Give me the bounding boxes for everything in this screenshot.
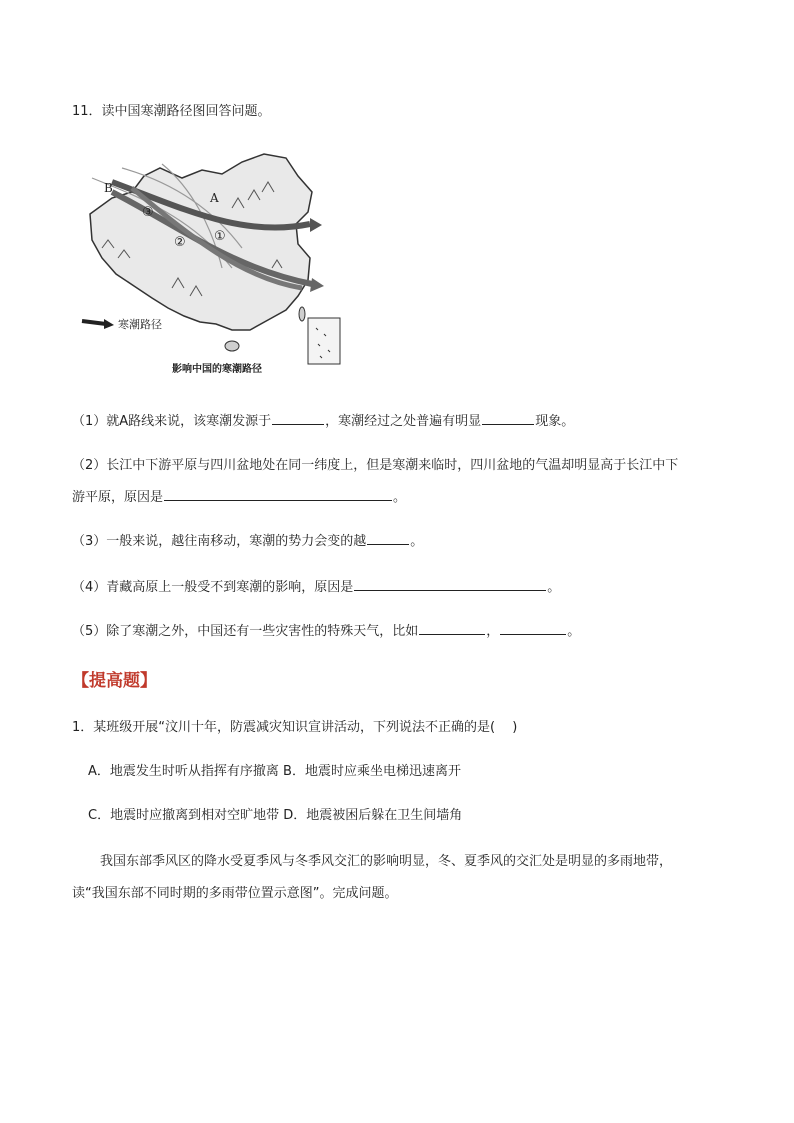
answer-blank[interactable]	[367, 530, 409, 545]
answer-blank[interactable]	[164, 486, 392, 501]
sub2-text-a: 游平原，原因是	[72, 490, 164, 505]
sub1-text-b: ，寒潮经过之处普遍有明显	[325, 414, 482, 429]
question-1-options-cd: C．地震时应撤离到相对空旷地带 D．地震被困后躲在卫生间墙角	[88, 808, 463, 823]
answer-blank[interactable]	[500, 620, 566, 635]
answer-blank[interactable]	[272, 410, 324, 425]
sub5-text-a: （5）除了寒潮之外，中国还有一些灾害性的特殊天气，比如	[72, 624, 419, 639]
answer-blank[interactable]	[354, 576, 546, 591]
route-marker-3: ③	[142, 205, 154, 220]
hainan-island	[225, 341, 239, 351]
answer-blank[interactable]	[419, 620, 485, 635]
sub-question-4	[72, 576, 560, 598]
sub1-text-c: 现象。	[535, 414, 575, 429]
sub4-text-a: （4）青藏高原上一般受不到寒潮的影响，原因是	[72, 580, 354, 595]
question-1-options-ab: A．地震发生时听从指挥有序撤离 B．地震时应乘坐电梯迅速离开	[88, 764, 461, 779]
sub-question-1	[72, 410, 574, 432]
route-marker-2: ②	[174, 235, 186, 250]
passage-line-1: 我国东部季风区的降水受夏季风与冬季风交汇的影响明显，冬、夏季风的交汇处是明显的多雨地带，	[100, 854, 673, 869]
cold-wave-route-map	[72, 148, 348, 380]
taiwan-island	[299, 307, 305, 321]
passage-line-2: 读“我国东部不同时期的多雨带位置示意图”。完成问题。	[72, 886, 398, 901]
question-11-title: 11．读中国寒潮路径图回答问题。	[72, 104, 271, 119]
sub-question-5	[72, 620, 580, 642]
sub1-text-a: （1）就A路线来说，该寒潮发源于	[72, 414, 272, 429]
question-1-title: 1．某班级开展“汶川十年，防震减灾知识宣讲活动，下列说法不正确的是( )	[72, 720, 518, 735]
route-label-b: B	[104, 181, 113, 195]
sub3-text-b: 。	[410, 534, 424, 549]
route-marker-1: ①	[214, 229, 226, 244]
answer-blank[interactable]	[482, 410, 534, 425]
legend-label: 寒潮路径	[118, 318, 162, 331]
sub-question-2-line-1: （2）长江中下游平原与四川盆地处在同一纬度上，但是寒潮来临时，四川盆地的气温却明显高于长江中下	[72, 458, 679, 473]
sub2-text-b: 。	[393, 490, 407, 505]
sub5-text-c: 。	[567, 624, 581, 639]
south-china-sea-inset	[308, 318, 340, 364]
sub3-text-a: （3）一般来说，越往南移动，寒潮的势力会变的越	[72, 534, 367, 549]
sub5-text-b: ，	[486, 624, 500, 639]
sub-question-3	[72, 530, 423, 552]
sub-question-2-line-2	[72, 486, 406, 508]
sub4-text-b: 。	[547, 580, 561, 595]
map-caption: 影响中国的寒潮路径	[172, 364, 262, 375]
section-title-advanced: 【提高题】	[72, 671, 157, 691]
route-label-a: A	[210, 191, 219, 205]
